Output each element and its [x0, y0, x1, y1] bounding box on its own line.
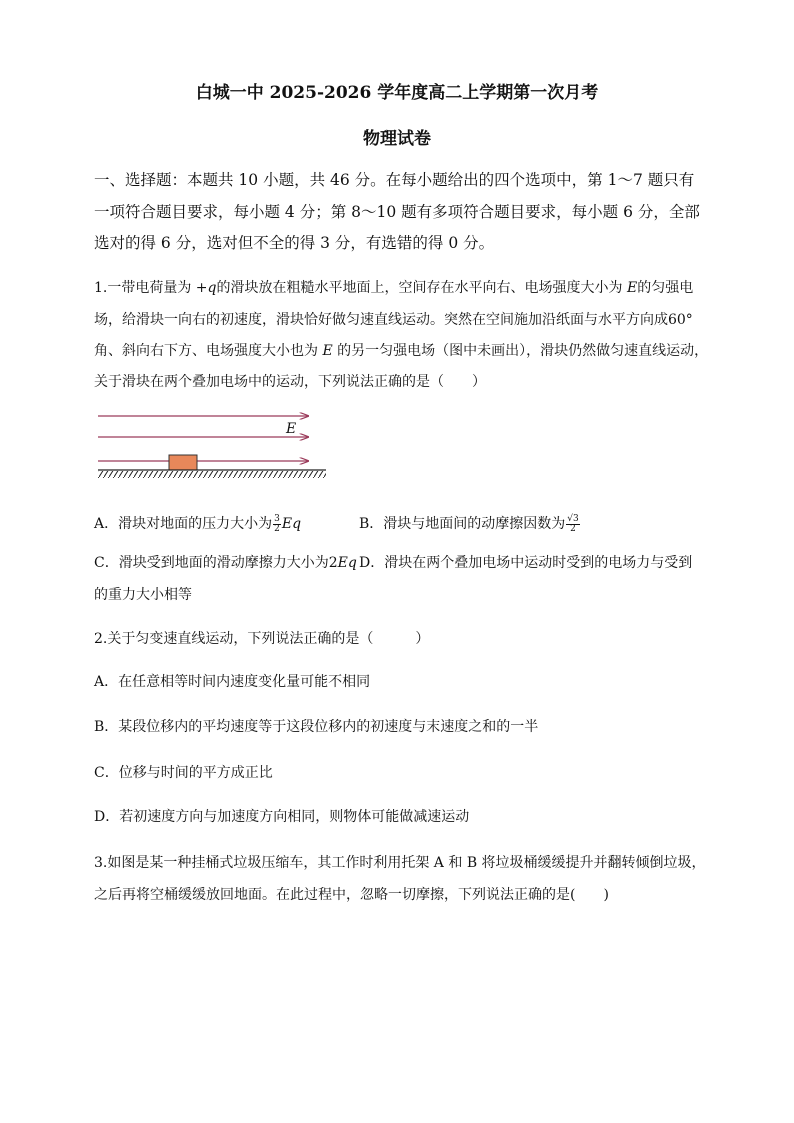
fraction-denominator: 2 [274, 523, 280, 534]
fraction [273, 515, 281, 534]
q1-text: 角、斜向右下方、电场强度大小也为 [94, 343, 323, 359]
section-instruction-line: 一、选择题：本题共 10 小题，共 46 分。在每小题给出的四个选项中，第 1～7 题只有 [94, 171, 695, 189]
subject-title: 物理试卷 [363, 129, 431, 149]
q1-text: 1.一带电荷量为 + [94, 280, 208, 296]
q1-stem-line: 关于滑块在两个叠加电场中的运动，下列说法正确的是（ ） [94, 374, 486, 390]
q2-option-a[interactable]: A．在任意相等时间内速度变化量可能不相同 [94, 674, 371, 690]
q1-text: 的滑块放在粗糙水平地面上，空间存在水平向右、电场强度大小为 [216, 280, 627, 296]
q1-option-d-continued: 的重力大小相等 [94, 587, 192, 603]
q2-option-b[interactable]: B．某段位移内的平均速度等于这段位移内的初速度与末速度之和的一半 [94, 719, 539, 735]
slider-block [169, 455, 197, 470]
q1-stem-line [94, 340, 708, 360]
q1-option-c[interactable] [94, 552, 357, 572]
fraction [566, 515, 579, 534]
exam-title: 白城一中 2025-2026 学年度高二上学期第一次月考 [195, 83, 599, 103]
q1-stem-line: 场，给滑块一向右的初速度，滑块恰好做匀速直线运动。突然在空间施加沿纸面与水平方向成60° [94, 312, 693, 328]
q1-stem-line [94, 277, 693, 297]
q2-stem: 2.关于匀变速直线运动，下列说法正确的是（ ） [94, 631, 430, 647]
option-text: B．滑块与地面间的动摩擦因数为 [359, 516, 566, 532]
q1-text: 的另一匀强电场（图中未画出），滑块仍然做匀速直线运动， [332, 343, 709, 359]
q2-option-c[interactable]: C．位移与时间的平方成正比 [94, 765, 273, 781]
q1-field-diagram [94, 405, 334, 487]
q1-text: 的匀强电 [637, 280, 694, 296]
option-symbol: Eq [281, 516, 302, 532]
q1-symbol-e: E [626, 280, 638, 296]
q3-stem-line: 之后再将空桶缓缓放回地面。在此过程中，忽略一切摩擦，下列说法正确的是( ) [94, 887, 609, 903]
option-text: A．滑块对地面的压力大小为 [94, 516, 273, 532]
section-instruction-line: 一项符合题目要求，每小题 4 分；第 8～10 题有多项符合题目要求，每小题 6 分，全部 [94, 203, 700, 221]
q1-symbol-e: E [322, 343, 333, 359]
fraction-numerator: 3 [274, 513, 280, 524]
fraction-denominator: 2 [570, 523, 576, 534]
fraction-numerator: √3 [567, 513, 579, 524]
section-instruction-line: 选对的得 6 分，选对但不全的得 3 分，有选错的得 0 分。 [94, 234, 495, 252]
ground-hatch [98, 471, 326, 478]
q2-option-d[interactable]: D．若初速度方向与加速度方向相同，则物体可能做减速运动 [94, 809, 470, 825]
q1-option-b[interactable] [359, 513, 581, 534]
q3-stem-line: 3.如图是某一种挂桶式垃圾压缩车，其工作时利用托架 A 和 B 将垃圾桶缓缓提升并翻转倾倒垃圾， [94, 855, 706, 871]
field-label-e: E [286, 421, 297, 437]
option-text: C．滑块受到地面的滑动摩擦力大小为2 [94, 555, 338, 571]
q1-symbol-q: q [207, 280, 217, 296]
option-symbol: Eq [337, 555, 357, 571]
q1-option-a[interactable] [94, 513, 301, 534]
q1-option-d[interactable]: D．滑块在两个叠加电场中运动时受到的电场力与受到 [359, 555, 693, 571]
